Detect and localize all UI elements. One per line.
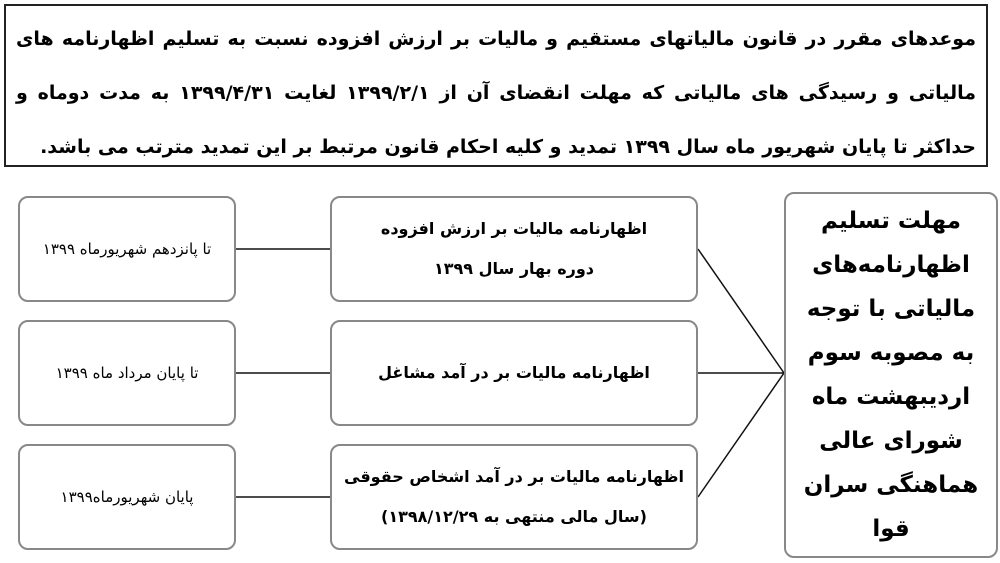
- notice-paragraph: موعدهای مقرر در قانون مالیاتهای مستقیم و مالیات بر ارزش افزوده نسبت به تسلیم اظهارنامه های مالیاتی و رسیدگی های مالیاتی که مهلت انقضای آن از ۱۳۹۹/۲/۱ لغایت ۱۳۹۹/۴/۳۱ به مدت دوماه و حداکثر تا پایان شهریور ماه سال ۱۳۹۹ تمدید و کلیه احکام قانون مرتبط بر این تمدید مترتب می باشد.: [4, 4, 988, 167]
- declaration-line-1: اظهارنامه مالیات بر در آمد مشاغل: [378, 363, 650, 382]
- main-box: [784, 192, 998, 558]
- fan-line-3: [698, 373, 784, 497]
- fan-line-1: [698, 249, 784, 373]
- deadline-box-3: [18, 444, 236, 550]
- declaration-line-1: اظهارنامه مالیات بر ارزش افزوده: [380, 219, 648, 238]
- deadline-text: پایان شهریورماه۱۳۹۹: [60, 488, 194, 506]
- deadline-box-2: [18, 320, 236, 426]
- deadline-text: تا پانزدهم شهریورماه ۱۳۹۹: [42, 240, 212, 258]
- declaration-box-business: [330, 320, 698, 426]
- declaration-box-corporate: [330, 444, 698, 550]
- declaration-line-1: اظهارنامه مالیات بر در آمد اشخاص حقوقی: [344, 467, 684, 486]
- deadline-text: تا پایان مرداد ماه ۱۳۹۹: [55, 364, 199, 382]
- main-box-text: مهلت تسلیم اظهارنامه‌های مالیاتی با توجه به مصوبه سوم اردیبهشت ماه شورای عالی هماهنگی سران قوا: [803, 208, 979, 542]
- declaration-line-2: (سال مالی منتهی به ۱۳۹۸/۱۲/۲۹): [381, 507, 647, 526]
- deadline-box-1: [18, 196, 236, 302]
- declaration-line-2: دوره بهار سال ۱۳۹۹: [434, 259, 594, 278]
- declaration-box-vat: [330, 196, 698, 302]
